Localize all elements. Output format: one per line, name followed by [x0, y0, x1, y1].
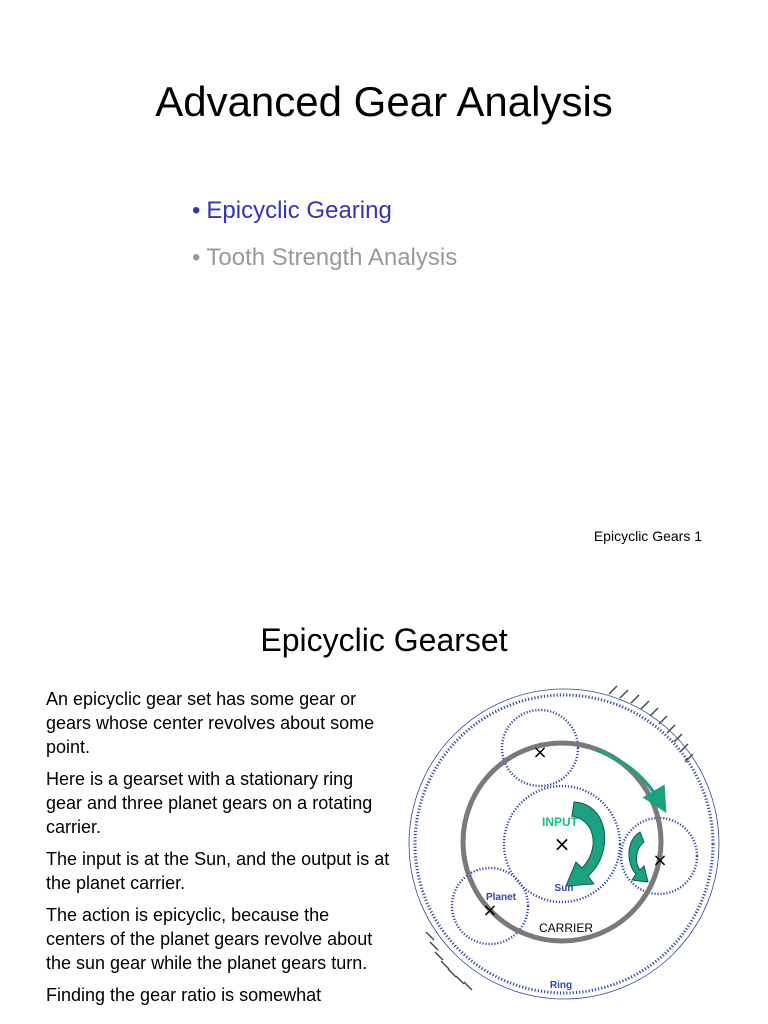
center-mark-left: × — [482, 900, 498, 921]
bullet-marker: • — [192, 197, 201, 224]
slide-heading: Epicyclic Gearset — [260, 622, 508, 658]
slide-title-heading: Advanced Gear Analysis — [155, 78, 613, 125]
center-mark-sun: × — [553, 832, 571, 856]
topic-item-tooth-strength — [192, 239, 457, 277]
paragraph: Here is a gearset with a stationary ring gear and three planet gears on a rotating carrier. — [46, 769, 373, 837]
carrier-label: CARRIER — [538, 921, 594, 935]
bullet-marker: • — [192, 244, 201, 271]
center-mark-right: × — [652, 850, 668, 871]
paragraph: Finding the gear ratio is somewhat — [46, 985, 322, 1005]
topic-item-epicyclic — [192, 192, 457, 230]
topic-label: Epicyclic Gearing — [206, 197, 392, 224]
paragraph: The action is epicyclic, because the centers of the planet gears revolve about the sun gear while the planet gears turn. — [46, 905, 373, 973]
paragraph: An epicyclic gear set has some gear or gears whose center revolves about some point. — [46, 689, 375, 757]
slide-body — [46, 687, 392, 1015]
paragraph: The input is at the Sun, and the output is at the planet carrier. — [46, 849, 390, 893]
epicyclic-gear-diagram — [404, 684, 724, 1024]
topic-label: Tooth Strength Analysis — [206, 244, 458, 271]
topic-list — [192, 192, 457, 286]
planet-rotation-arrow-icon — [629, 832, 648, 882]
planet-label: Planet — [485, 892, 517, 903]
sun-label: Sun — [554, 883, 574, 894]
input-label: INPUT — [542, 815, 578, 829]
slide-footer: Epicyclic Gears 1 — [593, 528, 702, 544]
center-mark-top: × — [532, 742, 548, 763]
slide-epicyclic-gearset — [0, 576, 768, 1024]
ring-label: Ring — [549, 980, 573, 991]
